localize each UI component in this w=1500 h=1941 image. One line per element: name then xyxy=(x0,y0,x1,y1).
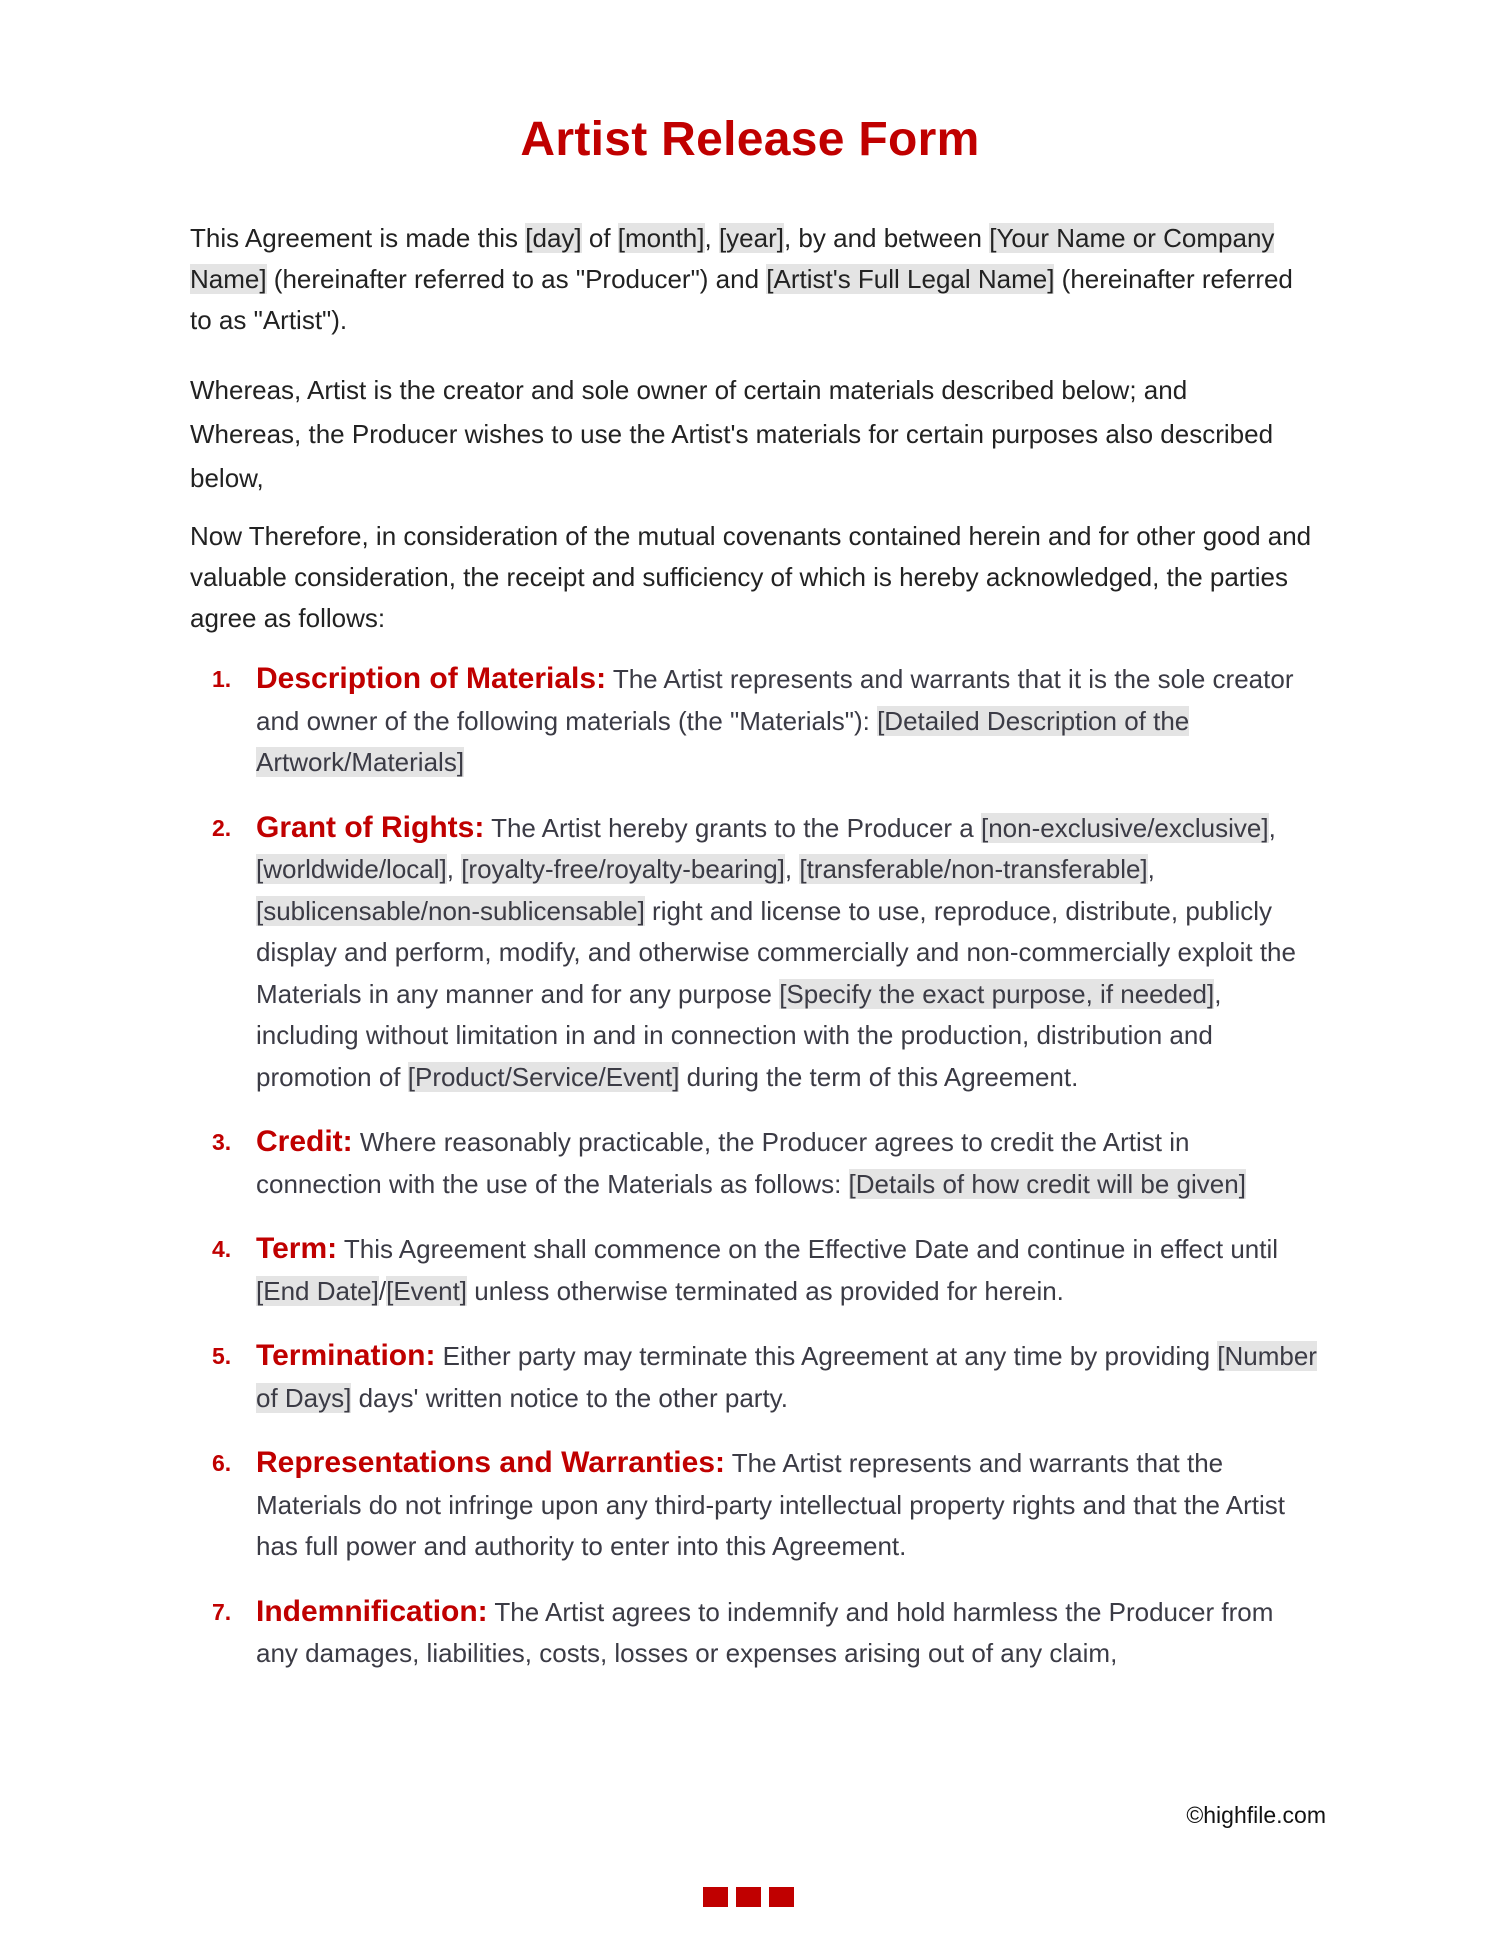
section-heading: Termination: xyxy=(256,1339,436,1372)
day-placeholder: [day] xyxy=(525,223,582,253)
list-item: 7. Indemnification: The Artist agrees to indemnify and hold harmless the Producer from any damages, liabilities, costs, losses or expenses arising out of any claim, xyxy=(190,1591,1320,1675)
placeholder-field: [Event] xyxy=(386,1275,468,1306)
item-number: 1. xyxy=(212,666,232,692)
intro-paragraph: This Agreement is made this [day] of [month], [year], by and between [Your Name or Company Name] (hereinafter referred to as "Producer") and [Artist's Full Legal Name] (hereinafter referred to as "Artist"). xyxy=(190,223,1293,335)
terms-list xyxy=(190,658,1320,1698)
item-number: 6. xyxy=(212,1450,232,1476)
placeholder-field: [non-exclusive/exclusive] xyxy=(981,812,1269,843)
placeholder-field: [Specify the exact purpose, if needed] xyxy=(779,978,1215,1009)
artist-name-placeholder: [Artist's Full Legal Name] xyxy=(766,264,1055,294)
section-heading: Term: xyxy=(256,1232,338,1265)
list-item: 3. Credit: Where reasonably practicable, the Producer agrees to credit the Artist in connection with the use of the Materials as follows: [Details of how credit will be given] xyxy=(190,1121,1320,1205)
placeholder-field: [End Date] xyxy=(256,1275,379,1306)
placeholder-field: [Details of how credit will be given] xyxy=(848,1168,1246,1199)
list-item: 2. Grant of Rights: The Artist hereby grants to the Producer a [non-exclusive/exclusive], [worldwide/local], [royalty-free/royalty-bearing], [transferable/non-transferable], [sublicensable/non-sublicensable] right and license to use, reproduce, distribute, publicly display and perform, modify, and otherwise commercially and non-commercially exploit the Materials in any manner and for any purpose [Specify the exact purpose, if needed], including without limitation in and in connection with the production, distribution and promotion of [Product/Service/Event] during the term of this Agreement. xyxy=(190,807,1320,1099)
month-placeholder: [month] xyxy=(617,223,705,253)
section-heading: Description of Materials: xyxy=(256,662,607,695)
placeholder-field: [Detailed Description of the Artwork/Materials] xyxy=(256,705,1190,777)
marker-square-icon xyxy=(703,1887,728,1907)
document-title: Artist Release Form xyxy=(520,113,980,166)
item-number: 4. xyxy=(212,1236,232,1262)
item-number: 7. xyxy=(212,1598,232,1625)
list-item: 4. Term: This Agreement shall commence on the Effective Date and continue in effect until [End Date]/[Event] unless otherwise terminated as provided for herein. xyxy=(190,1228,1320,1312)
placeholder-field: [transferable/non-transferable] xyxy=(799,854,1148,884)
list-item: 5. Termination: Either party may terminate this Agreement at any time by providing [Number of Days] days' written notice to the other party. xyxy=(190,1335,1320,1419)
producer-name-placeholder: [Your Name or Company Name] xyxy=(190,223,1275,294)
placeholder-field: [Product/Service/Event] xyxy=(407,1061,680,1092)
copyright-footer: ©highfile.com xyxy=(1186,1802,1326,1828)
whereas-paragraph xyxy=(190,368,1315,500)
marker-square-icon xyxy=(736,1887,761,1907)
placeholder-field: [sublicensable/non-sublicensable] xyxy=(256,895,645,926)
item-number: 5. xyxy=(212,1343,232,1369)
now-therefore-paragraph: Now Therefore, in consideration of the mutual covenants contained herein and for other good and valuable consideration, the receipt and sufficiency of which is hereby acknowledged, the parties agree as follows: xyxy=(190,521,1312,633)
section-heading: Indemnification: xyxy=(256,1594,488,1628)
section-heading: Grant of Rights: xyxy=(256,810,485,844)
year-placeholder: [year] xyxy=(718,223,784,253)
section-heading: Credit: xyxy=(256,1125,353,1158)
whereas-clause-1: Whereas, Artist is the creator and sole owner of certain materials described below; and xyxy=(190,375,1188,405)
whereas-clause-2: Whereas, the Producer wishes to use the Artist's materials for certain purposes also described below, xyxy=(190,419,1274,493)
marker-square-icon xyxy=(769,1887,794,1907)
placeholder-field: [royalty-free/royalty-bearing] xyxy=(461,854,785,884)
section-heading: Representations and Warranties: xyxy=(256,1446,725,1479)
page-marker-icon xyxy=(703,1887,798,1909)
list-item: 6. Representations and Warranties: The Artist represents and warrants that the Materials do not infringe upon any third-party intellectual property rights and that the Artist has full power and authority to enter into this Agreement. xyxy=(190,1442,1320,1568)
list-item: 1. Description of Materials: The Artist represents and warrants that it is the sole creator and owner of the following materials (the "Materials"): [Detailed Description of the Artwork/Materials] xyxy=(190,658,1320,784)
placeholder-field: [worldwide/local] xyxy=(256,854,447,884)
item-number: 3. xyxy=(212,1129,232,1155)
placeholder-field: [Number of Days] xyxy=(256,1341,1317,1413)
item-number: 2. xyxy=(212,814,232,841)
